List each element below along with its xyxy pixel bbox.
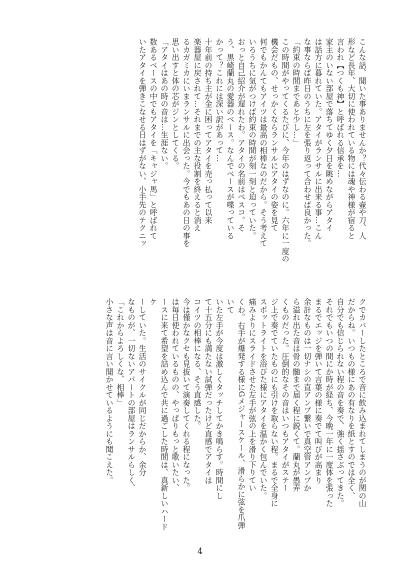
text-line: 家主のいない部屋で落ちてゆく夕日を眺めながらアタイ [325, 38, 334, 232]
text-line: ジ上で奏でていたものにも引けを取らない程。まるで全身に [270, 298, 279, 508]
text-line: 余計なものは一切ナシの直アンプ繋いで真空管アンプか [303, 298, 312, 492]
text-line: かって？これには深い訳があって… [215, 38, 224, 162]
text-line: ら溢れ出た音は骨の髄まで届く程に鋭くて。蘭丸が愚弄 [292, 298, 301, 492]
text-line: だからね。いつもの様にあの有なりを紙とすのでは全く、 [347, 298, 356, 500]
text-line: は話方に暮れていた。アタイがランサルに出来る事…こん [314, 38, 323, 240]
text-line: う、黒崎蘭丸の愛器のベース。なんでベースが喋っている [226, 38, 235, 240]
text-line: 何でもかんてもアイツは最高の相棒なのだから。そう考えて [259, 38, 268, 248]
text-line: スポットライトを浴びた様にアタイを温かく包んでいた。 [259, 298, 268, 500]
text-line: おっと自己紹介が遅れたわ。アタイの名前はベスコ。そ [237, 38, 246, 232]
text-line: 今は僅かなクセも見抜いて演奏してくれる程になった。 [182, 298, 191, 492]
text-line: て十五分にも満たない試弾だったけど直感でアタイは [204, 298, 213, 484]
text-line: なものが、一切ないアパートの部屋はランサルらしく、 [127, 298, 136, 492]
text-line: 数あるベースの中でもアタイを「キャジャ馬」と呼ばれて [149, 38, 158, 240]
text-line: くわ。右手が爆発する様にGメジャースケール、滑らかに弦を爪弾いて [226, 298, 246, 529]
text-line: 形など長年、大切に使われている物には魂や神様が宿ると [347, 38, 356, 240]
text-line: くものだった。圧倒的なその音はいつもアタイがステー [281, 298, 290, 492]
text-line: クでカバーしたところで音に飲み込まれてしまうのが関の山 [358, 298, 367, 508]
text-line: るカガミカにいまランサルに出会った。今でもあの日の事を [182, 38, 191, 248]
text-line: な事ならば昨日のうちに左を張り返って合わせば良かった。 [303, 38, 312, 248]
text-line: ースに来て希望を詰め込んで共に過ごした時間は、真新しいハードケ [149, 298, 169, 531]
text-line: ーしていた。生活のサイクルが同じだからか、余分 [138, 298, 147, 477]
text-line: いたアタイを弾きこなせる日はずがない、小手先のテクニッ [138, 38, 147, 248]
text-line: まるでエッジを弾いて言葉の様に奏でて叫びが高まり [314, 298, 323, 484]
text-line: 「これからよろしくな、相棒」 [116, 298, 125, 407]
text-line: 「アタイはあの時の音は…生涯ない。 [160, 38, 169, 170]
text-line: コイツの相棒になる、そう直感した。 [193, 298, 202, 430]
text-line: この時間がやってくるたびに、今年のはずなのに。六年に一度の [281, 38, 290, 263]
text-line: 小さな声は音に言い聞かせているようにも聞こえた。 [105, 298, 114, 484]
top-text-block [24, 38, 368, 274]
text-line: 言われ【つくも神】と呼ばれる信承を… [336, 38, 345, 178]
text-line: 機会だもの、せっかくならランサルにアタイの姿を見て [270, 38, 279, 232]
text-line: いた左手が今度は激しくタッチしてかき鳴らす。時間にし [215, 298, 224, 500]
text-line: は毎日使われているものの、やっぱりもっと歌いたい、 [171, 298, 180, 492]
text-line: 思い出すと体の芯がジンとしてくる。 [171, 38, 180, 170]
text-line: こんな話、聞いた事ありませんか？代々伝わる壷や刀、人 [358, 38, 367, 240]
text-line: いろうちに気がつけば約束の時間が刻一刻と迫っていた。 [248, 38, 257, 240]
text-line: 痛みよりにスライドさせた左手が弦の上を滑り下りてい [248, 298, 257, 492]
text-line: それでもいつの間にか時が経ち、今晩一年に一度体を張った [325, 298, 334, 508]
text-line: 自分でも信じられない程の音を奏で、強く揺さぶってきた。 [336, 298, 345, 508]
bottom-text-block [24, 298, 368, 534]
text-line: 楽器屋に戻されて…それまでの主な役割を終えると消え [193, 38, 202, 232]
text-line: 十年前の持ち主が金に困ってアタイを売っ払って以来 [204, 38, 213, 224]
page-number: 4 [197, 547, 203, 556]
text-line: 「約束の時間まであと少し…」 [292, 38, 301, 147]
